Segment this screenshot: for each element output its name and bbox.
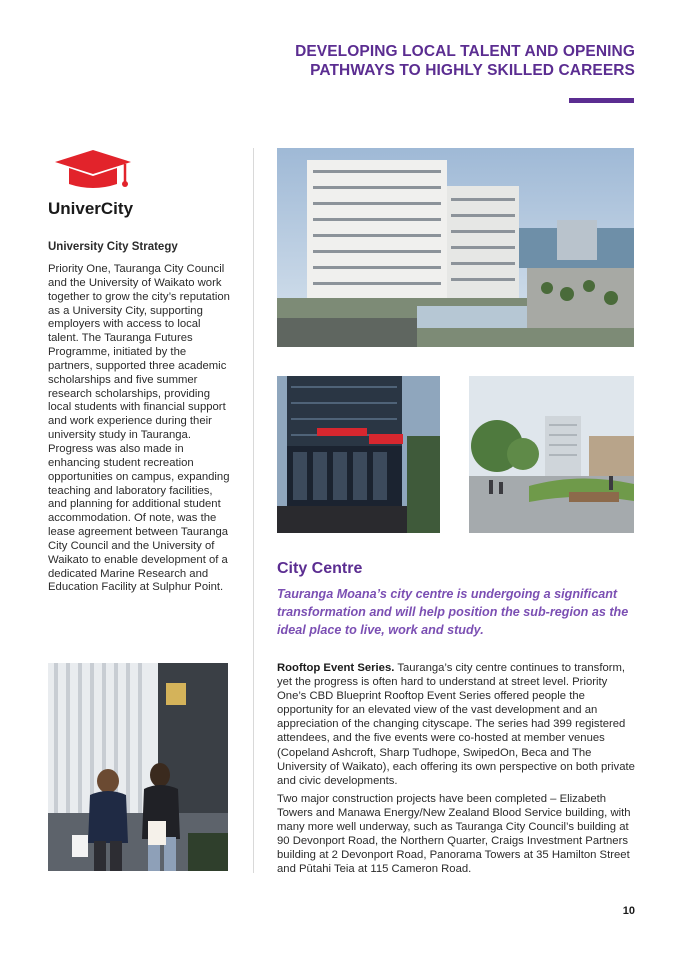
apartments-photo (277, 148, 634, 347)
page-title-line-2: PATHWAYS TO HIGHLY SKILLED CAREERS (310, 62, 635, 79)
students-photo (48, 663, 228, 871)
logo-wordmark: UniverCity (48, 199, 134, 218)
column-divider (253, 148, 254, 873)
strategy-body: Priority One, Tauranga City Council and the University of Waikato work together to grow the city’s reputation as a University City, supporting employers with access to local talent. The Tauranga Futures Programme, initiated by the partners, supported three academic scholarships and five summer research scholarships, providing local students with financial support and work experience during their university study in Tauranga. Progress was also made in enhancing student recreation opportunities on campus, expanding teaching and laboratory facilities, and planning for additional student accommodation. Of note, was the lease agreement between Tauranga City Council and the University of Waikato to enable development of a dedicated Marine Research and Education Facility at Sulphur Point. (48, 263, 230, 594)
page-title (215, 42, 635, 80)
rooftop-lead: Rooftop Event Series. (277, 662, 395, 674)
city-centre-subtitle: Tauranga Moana’s city centre is undergoing a significant transformation and will help position the sub-region as the ideal place to live, work and study. (277, 587, 629, 637)
construction-paragraph: Two major construction projects have been completed – Elizabeth Towers and Manawa Energy/New Zealand Blood Service building, with many more well underway, such as Tauranga City Council’s building at 90 Devonport Road, the Northern Quarter, Craigs Investment Partners building at 2 Devonport Road, Panorama Towers at 35 Hamilton Street and Pūtahi Teia at 115 Cameron Road. (277, 793, 631, 876)
page-number: 10 (622, 905, 635, 917)
rooftop-paragraph (277, 661, 639, 788)
blood-service-building-photo (277, 376, 440, 533)
strategy-heading: University City Strategy (48, 241, 178, 253)
graduation-cap-icon (47, 148, 137, 196)
city-plaza-photo (469, 376, 634, 533)
title-accent-bar (569, 98, 634, 103)
city-centre-heading: City Centre (277, 560, 363, 577)
rooftop-body: Tauranga’s city centre continues to transform, yet the progress is often hard to understand at street level. Priority One’s CBD Blueprint Rooftop Event Series offered people the opportunity for an elevated view of the vast development and an appreciation of the changing cityscape. The series had 399 registered attendees, and the five events were co-hosted at member venues (Copeland Ashcroft, Sharp Tudhope, SwipedOn, Beca and The University of Waikato), each offering its own perspective on both private and civic developments. (277, 662, 635, 787)
page-title-line-1: DEVELOPING LOCAL TALENT AND OPENING (295, 43, 635, 60)
